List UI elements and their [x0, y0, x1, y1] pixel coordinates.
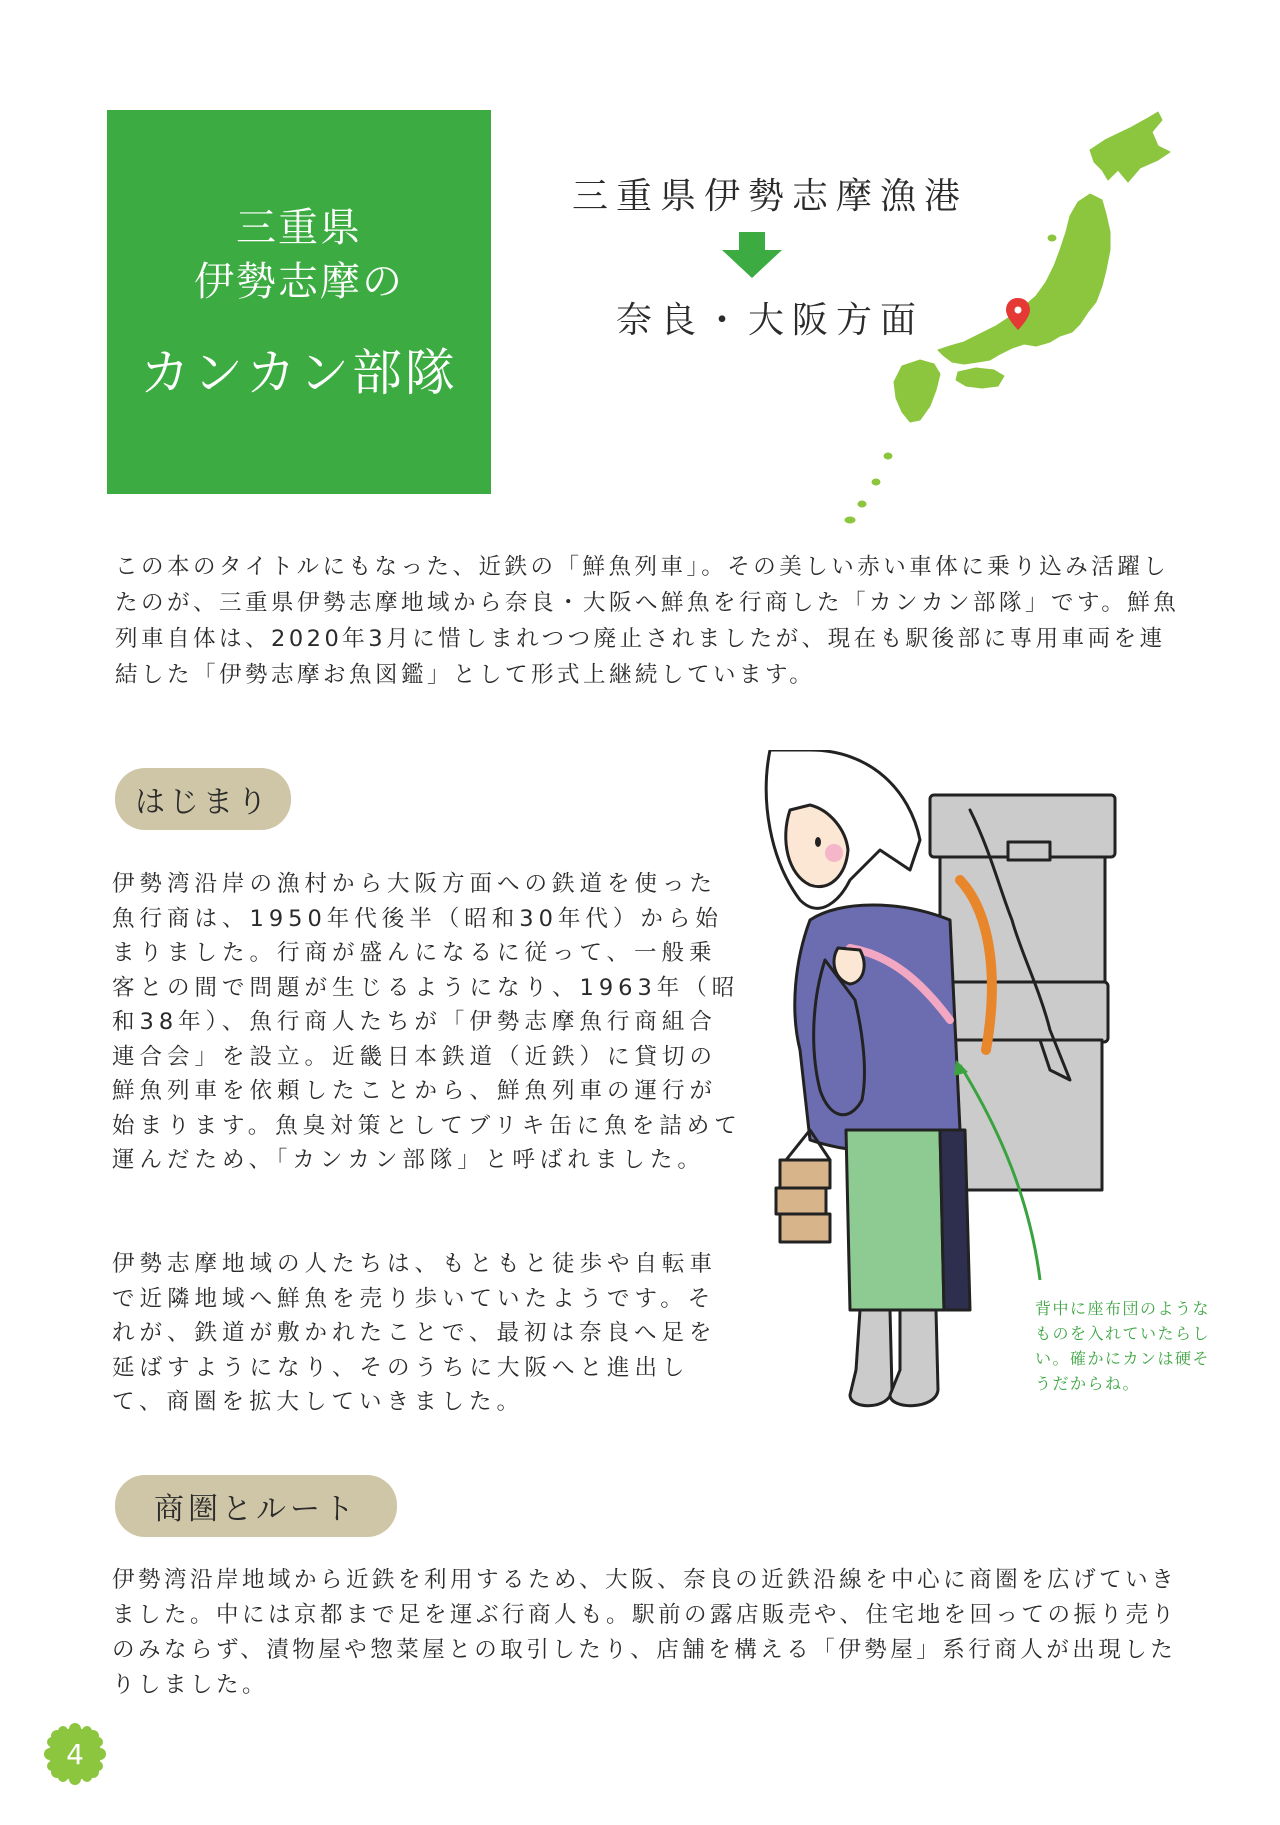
intro-paragraph: この本のタイトルにもなった、近鉄の「鮮魚列車」。その美しい赤い車体に乗り込み活躍したのが、三重県伊勢志摩地域から奈良・大阪へ鮮魚を行商した「カンカン部隊」です。鮮魚列車自体は、2020年3月に惜しまれつつ廃止されましたが、現在も駅後部に専用車両を連結した「伊勢志摩お魚図鑑」として形式上継続しています。 — [115, 554, 1180, 688]
page-number-badge — [42, 1721, 108, 1787]
route-origin: 三重県伊勢志摩漁港 — [571, 176, 968, 217]
route-destination: 奈良・大阪方面 — [615, 300, 924, 341]
section-2-paragraph-1: 伊勢湾沿岸地域から近鉄を利用するため、大阪、奈良の近鉄沿線を中心に商圏を広げていきました。中には京都まで足を運ぶ行商人も。駅前の露店販売や、住宅地を回っての振り売りのみならず、漬物屋や惣菜屋との取引したり、店舗を構える「伊勢屋」系行商人が出現したりしました。 — [112, 1567, 1178, 1698]
title-line-2: 伊勢志摩の — [194, 259, 404, 305]
illustration-annotation: 背中に座布団のようなものを入れていたらしい。確かにカンは硬そうだからね。 — [1035, 1299, 1211, 1393]
title-box — [107, 110, 491, 494]
japan-map-icon — [840, 110, 1220, 530]
title-line-1: 三重県 — [236, 205, 362, 251]
section-heading-trade-area: 商圏とルート — [115, 1475, 397, 1537]
down-arrow-icon — [722, 232, 782, 278]
section-1-paragraph-2: 伊勢志摩地域の人たちは、もともと徒歩や自転車で近隣地域へ鮮魚を売り歩いていたようです。それが、鉄道が敷かれたことで、最初は奈良へ足を延ばすようになり、そのうちに大阪へと進出して、商圏を拡大していきました。 — [112, 1251, 718, 1415]
section-1-paragraph-1: 伊勢湾沿岸の漁村から大阪方面への鉄道を使った魚行商は、1950年代後半（昭和30年代）から始まりました。行商が盛んになるに従って、一般乗客との間で問題が生じるようになり、1963年（昭和38年）、魚行商人たちが「伊勢志摩魚行商組合連合会」を設立。近畿日本鉄道（近鉄）に貸切の鮮魚列車を依頼したことから、鮮魚列車の運行が始まります。魚臭対策としてブリキ缶に魚を詰めて運んだため、「カンカン部隊」と呼ばれました。 — [112, 871, 742, 1173]
section-heading-beginning: はじまり — [115, 768, 291, 830]
title-main: カンカン部隊 — [140, 344, 458, 402]
page-number: 4 — [66, 1737, 84, 1771]
